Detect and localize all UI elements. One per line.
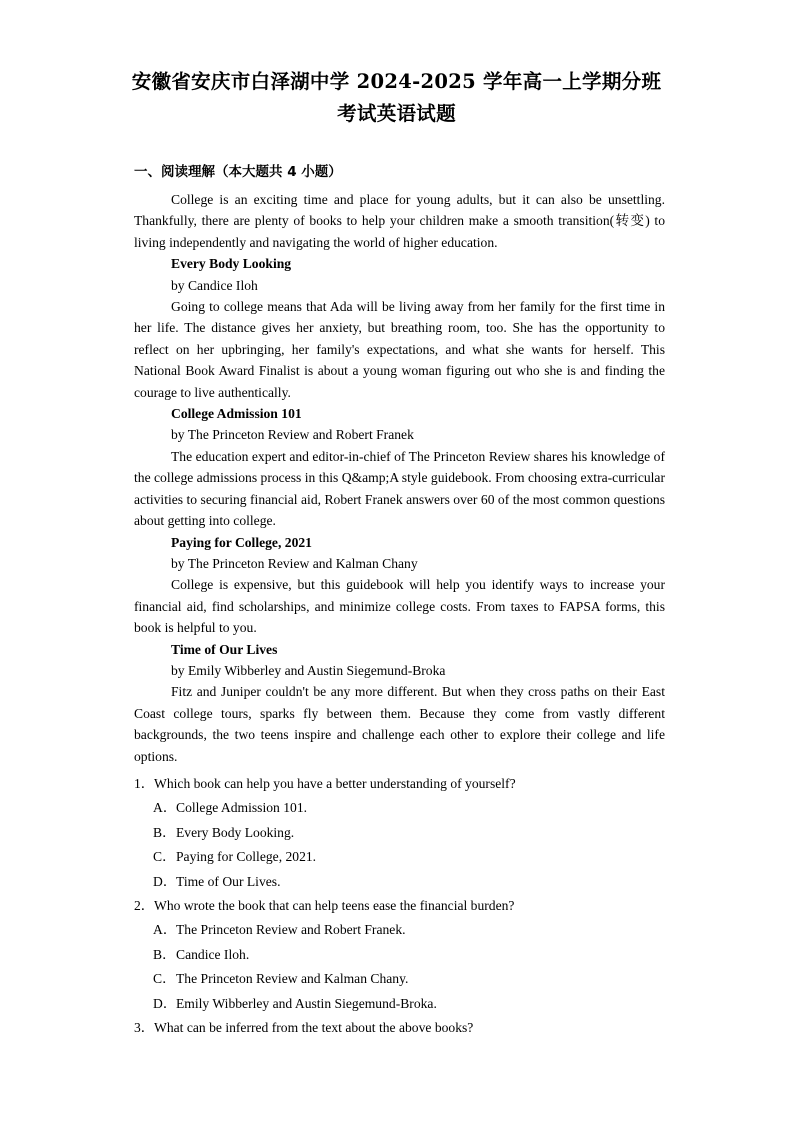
option-letter: C． [153, 849, 176, 865]
option-b [134, 943, 665, 967]
option-text: Paying for College, 2021. [176, 849, 317, 865]
book-author: by The Princeton Review and Robert Franek [171, 427, 414, 443]
option-a [134, 796, 665, 820]
option-letter: C． [153, 971, 176, 987]
option-d [134, 870, 665, 894]
option-letter: D． [153, 873, 177, 889]
book-description: Going to college means that Ada will be living away from her family for the first time in her life. The distance gives her anxiety, but breathing room, too. She has the opportunity to reflect on her upbringing, her family's expectations, and what she wants for herself. This National Book Award Finalist is about a young woman figuring out who she is and finding the courage to live authentically. [134, 299, 665, 400]
document-title-line-2: 考试英语试题 [337, 102, 456, 125]
book-author: by The Princeton Review and Kalman Chany [171, 555, 418, 571]
option-text: Every Body Looking. [176, 824, 295, 840]
option-d [134, 992, 665, 1016]
book-description: The education expert and editor-in-chief of The Princeton Review shares his knowledge of the college admissions process in this Q&amp;A style guidebook. From choosing extra-curricular activities to securing financial aid, Robert Franek answers over 60 of the most common questions about getting into college. [134, 448, 665, 529]
question-number: 1． [134, 776, 155, 791]
option-text: The Princeton Review and Robert Franek. [176, 922, 406, 938]
option-letter: D． [153, 995, 177, 1011]
book-title: Paying for College, 2021 [171, 534, 312, 550]
option-text: College Admission 101. [176, 800, 308, 816]
book-title: College Admission 101 [171, 406, 302, 422]
book-title: Every Body Looking [171, 256, 292, 272]
book-author: by Emily Wibberley and Austin Siegemund-Broka [171, 662, 446, 678]
option-letter: B． [153, 824, 176, 840]
question-number: 3． [134, 1019, 155, 1035]
intro-paragraph: College is an exciting time and place for young adults, but it can also be unsettling. Thankfully, there are plenty of books to help your children make a smooth transition(转变) to living independently and navigating the world of higher education. [134, 192, 665, 250]
option-text: Candice Iloh. [176, 946, 250, 962]
section-heading: 一、阅读理解（本大题共 4 小题） [134, 164, 342, 180]
question-text: Who wrote the book that can help teens ease the financial burden? [154, 897, 515, 913]
option-c [134, 845, 665, 869]
option-b [134, 821, 665, 845]
reading-passage [134, 189, 665, 767]
option-letter: A． [153, 922, 177, 938]
option-letter: B． [153, 946, 176, 962]
option-text: Time of Our Lives. [176, 873, 281, 889]
book-description: College is expensive, but this guidebook will help you identify ways to increase your financial aid, find scholarships, and minimize college costs. From taxes to FAPSA forms, this book is helpful to you. [134, 577, 665, 636]
question-1 [134, 772, 665, 796]
book-description: Fitz and Juniper couldn't be any more different. But when they cross paths on their East Coast college tours, sparks fly between them. Because they come from vastly different backgrounds, the two teens inspire and challenge each other to explore their college and life options. [134, 684, 665, 764]
option-text: The Princeton Review and Kalman Chany. [176, 971, 409, 987]
option-a [134, 918, 665, 942]
document-title-line-1: 安徽省安庆市白泽湖中学 2024-2025 学年高一上学期分班 [131, 70, 662, 93]
question-list [134, 772, 665, 1040]
question-number: 2． [134, 897, 155, 913]
question-3 [134, 1016, 665, 1040]
option-letter: A． [153, 800, 177, 816]
book-title: Time of Our Lives [171, 641, 278, 657]
book-author: by Candice Iloh [171, 277, 258, 293]
question-text: Which book can help you have a better understanding of yourself? [154, 776, 516, 791]
question-text: What can be inferred from the text about the above books? [154, 1019, 474, 1035]
option-text: Emily Wibberley and Austin Siegemund-Broka. [176, 995, 437, 1011]
option-c [134, 967, 665, 991]
question-2 [134, 894, 665, 918]
